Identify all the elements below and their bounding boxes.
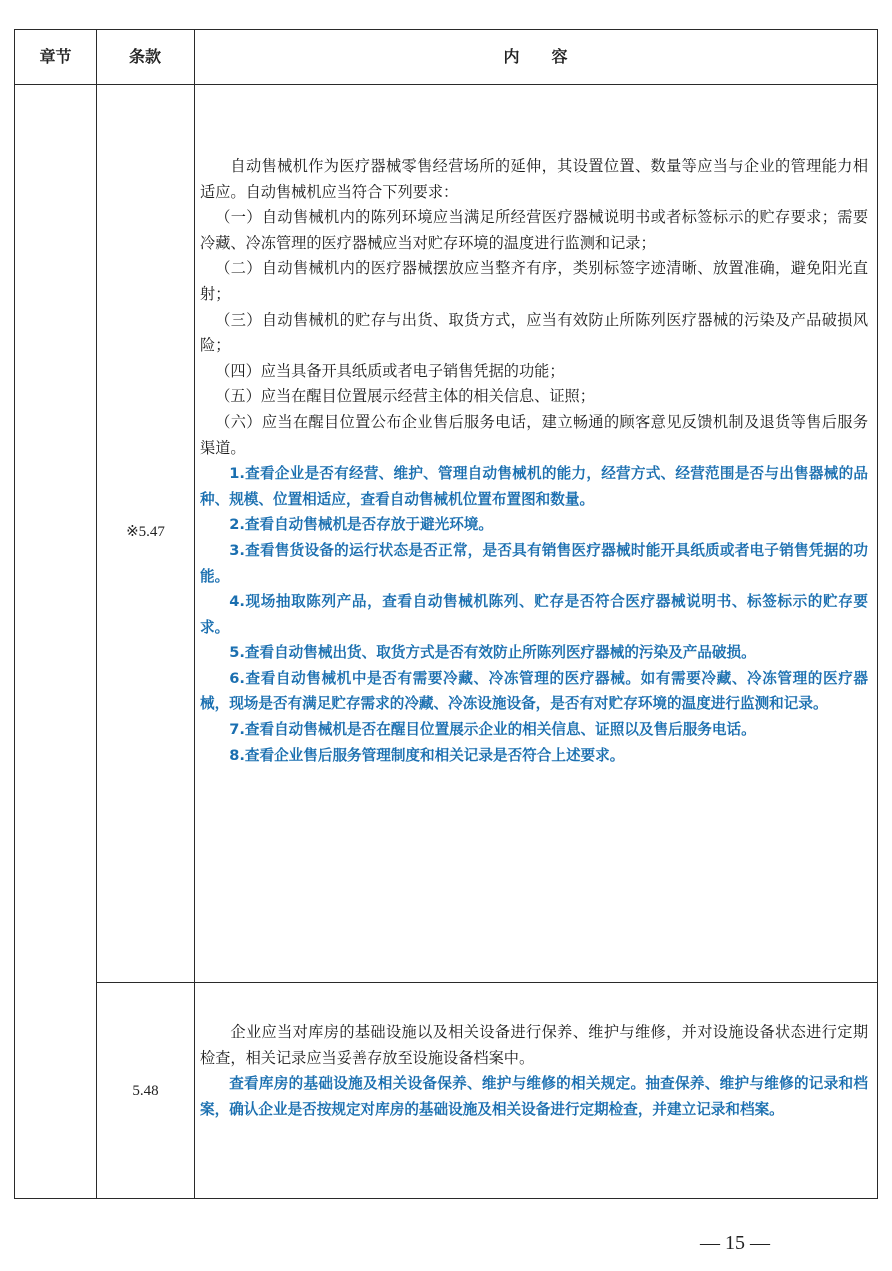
inspection-step: 查看库房的基础设施及相关设备保养、维护与维修的相关规定。抽查保养、维护与维修的记录和档案，确认企业是否按规定对库房的基础设施及相关设备进行定期检查，并建立记录和档案。 — [200, 1075, 868, 1118]
clause-number: 5.48 — [132, 1083, 159, 1099]
page-number: — 15 — — [700, 1232, 770, 1254]
requirement-item: （三）自动售械机的贮存与出货、取货方式，应当有效防止所陈列医疗器械的污染及产品破损风险； — [200, 310, 868, 355]
inspection-table — [14, 29, 878, 1199]
requirement-item: （四）应当具备开具纸质或者电子销售凭据的功能； — [215, 361, 565, 380]
inspection-step: 5.查看自动售械出货、取货方式是否有效防止所陈列医疗器械的污染及产品破损。 — [229, 644, 756, 662]
inspection-step: 3.查看售货设备的运行状态是否正常，是否具有销售医疗器械时能开具纸质或者电子销售凭据的功能。 — [200, 541, 868, 585]
header-clause: 条款 — [128, 47, 161, 66]
inspection-step: 1.查看企业是否有经营、维护、管理自动售械机的能力，经营方式、经营范围是否与出售器械的品种、规模、位置相适应，查看自动售械机位置布置图和数量。 — [200, 465, 868, 508]
requirement-paragraph: 企业应当对库房的基础设施以及相关设备进行保养、维护与维修，并对设施设备状态进行定期检查，相关记录应当妥善存放至设施设备档案中。 — [200, 1023, 868, 1067]
row-divider — [96, 982, 877, 983]
header-chapter: 章节 — [39, 47, 72, 66]
requirement-item: （六）应当在醒目位置公布企业售后服务电话，建立畅通的顾客意见反馈机制及退货等售后服务渠道。 — [200, 412, 868, 457]
inspection-step: 2.查看自动售械机是否存放于避光环境。 — [229, 516, 493, 534]
clause-number: ※5.47 — [126, 524, 165, 540]
requirement-item: （一）自动售械机内的陈列环境应当满足所经营医疗器械说明书或者标签标示的贮存要求；需要冷藏、冷冻管理的医疗器械应当对贮存环境的温度进行监测和记录； — [200, 208, 868, 252]
header-divider — [15, 84, 877, 85]
row-content — [200, 154, 868, 768]
row-content — [200, 1020, 868, 1122]
requirement-paragraph: 自动售械机作为医疗器械零售经营场所的延伸，其设置位置、数量等应当与企业的管理能力相适应。自动售械机应当符合下列要求： — [200, 157, 868, 201]
inspection-step: 8.查看企业售后服务管理制度和相关记录是否符合上述要求。 — [229, 746, 625, 764]
inspection-step: 4.现场抽取陈列产品，查看自动售械机陈列、贮存是否符合医疗器械说明书、标签标示的贮存要求。 — [200, 593, 868, 636]
inspection-step: 7.查看自动售械机是否在醒目位置展示企业的相关信息、证照以及售后服务电话。 — [229, 721, 756, 739]
col-divider-2 — [194, 30, 195, 1198]
header-content: 内 容 — [503, 47, 568, 66]
col-divider-1 — [96, 30, 97, 1198]
requirement-item: （二）自动售械机内的医疗器械摆放应当整齐有序，类别标签字迹清晰、放置准确，避免阳光直射； — [200, 259, 868, 303]
requirement-item: （五）应当在醒目位置展示经营主体的相关信息、证照； — [215, 387, 595, 406]
inspection-step: 6.查看自动售械机中是否有需要冷藏、冷冻管理的医疗器械。如有需要冷藏、冷冻管理的医疗器械，现场是否有满足贮存需求的冷藏、冷冻设施设备，是否有对贮存环境的温度进行监测和记录。 — [200, 669, 868, 713]
